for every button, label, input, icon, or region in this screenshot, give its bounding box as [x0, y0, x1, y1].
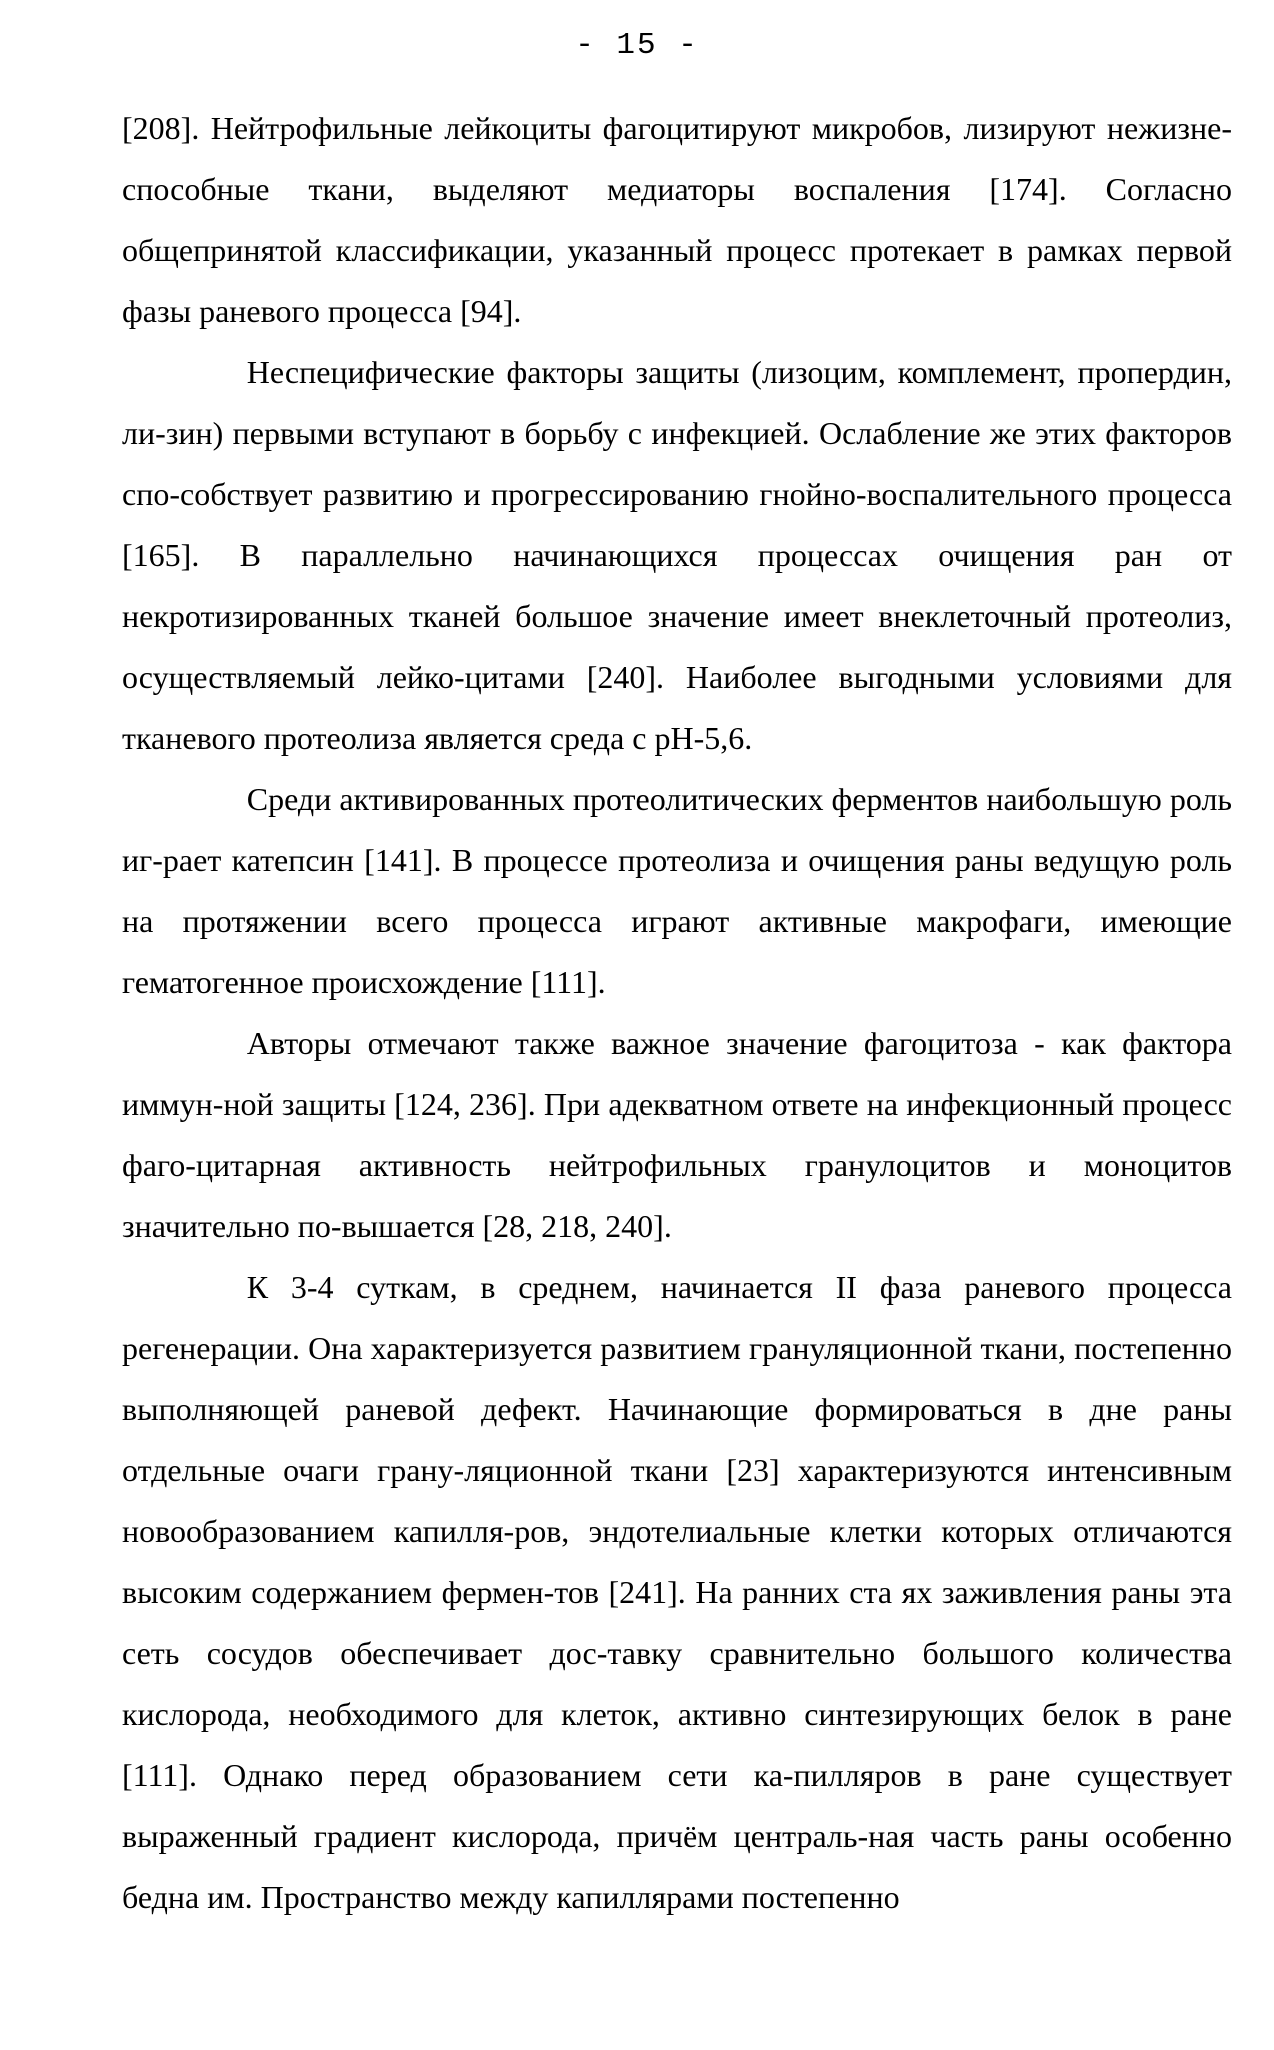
paragraph-3: Среди активированных протеолитических ферментов наибольшую роль иг-рает катепсин [141]. В процессе протеолиза и очищения раны ведущую роль на протяжении всего процесса играют активные макрофаги, имеющие гематогенное происхождение [111].	[122, 781, 1232, 1000]
paragraph-5: К 3-4 суткам, в среднем, начинается II фаза раневого процесса регенерации. Она характеризуется развитием грануляционной ткани, постепенно выполняющей раневой дефект. Начинающие формироваться в дне раны отдельные очаги грану-ляционной ткани [23] характеризуются интенсивным новообразованием капилля-ров, эндотелиальные клетки которых отличаются высоким содержанием фермен-тов [241]. На ранних ста ях заживления раны эта сеть сосудов обеспечивает дос-тавку сравнительно большого количества кислорода, необходимого для клеток, активно синтезирующих белок в ране [111]. Однако перед образованием сети ка-пилляров в ране существует выраженный градиент кислорода, причём централь-ная часть раны особенно бедна им. Пространство между капиллярами постепенно	[122, 1269, 1232, 1915]
page-number: - 15 -	[575, 28, 699, 63]
paragraph-2: Неспецифические факторы защиты (лизоцим, комплемент, пропердин, ли-зин) первыми вступают в борьбу с инфекцией. Ослабление же этих факторов спо-собствует развитию и прогрессированию гнойно-воспалительного процесса [165]. В параллельно начинающихся процессах очищения ран от некротизированных тканей большое значение имеет внеклеточный протеолиз, осуществляемый лейко-цитами [240]. Наиболее выгодными условиями для тканевого протеолиза является среда с рН-5,6.	[122, 354, 1232, 756]
paragraph-4: Авторы отмечают также важное значение фагоцитоза - как фактора иммун-ной защиты [124, 236]. При адекватном ответе на инфекционный процесс фаго-цитарная активность нейтрофильных гранулоцитов и моноцитов значительно по-вышается [28, 218, 240].	[122, 1025, 1232, 1244]
paragraph-1: [208]. Нейтрофильные лейкоциты фагоцитируют микробов, лизируют нежизне-способные ткани, выделяют медиаторы воспаления [174]. Согласно общепринятой классификации, указанный процесс протекает в рамках первой фазы раневого процесса [94].	[122, 110, 1232, 329]
document-body	[122, 98, 1232, 1928]
